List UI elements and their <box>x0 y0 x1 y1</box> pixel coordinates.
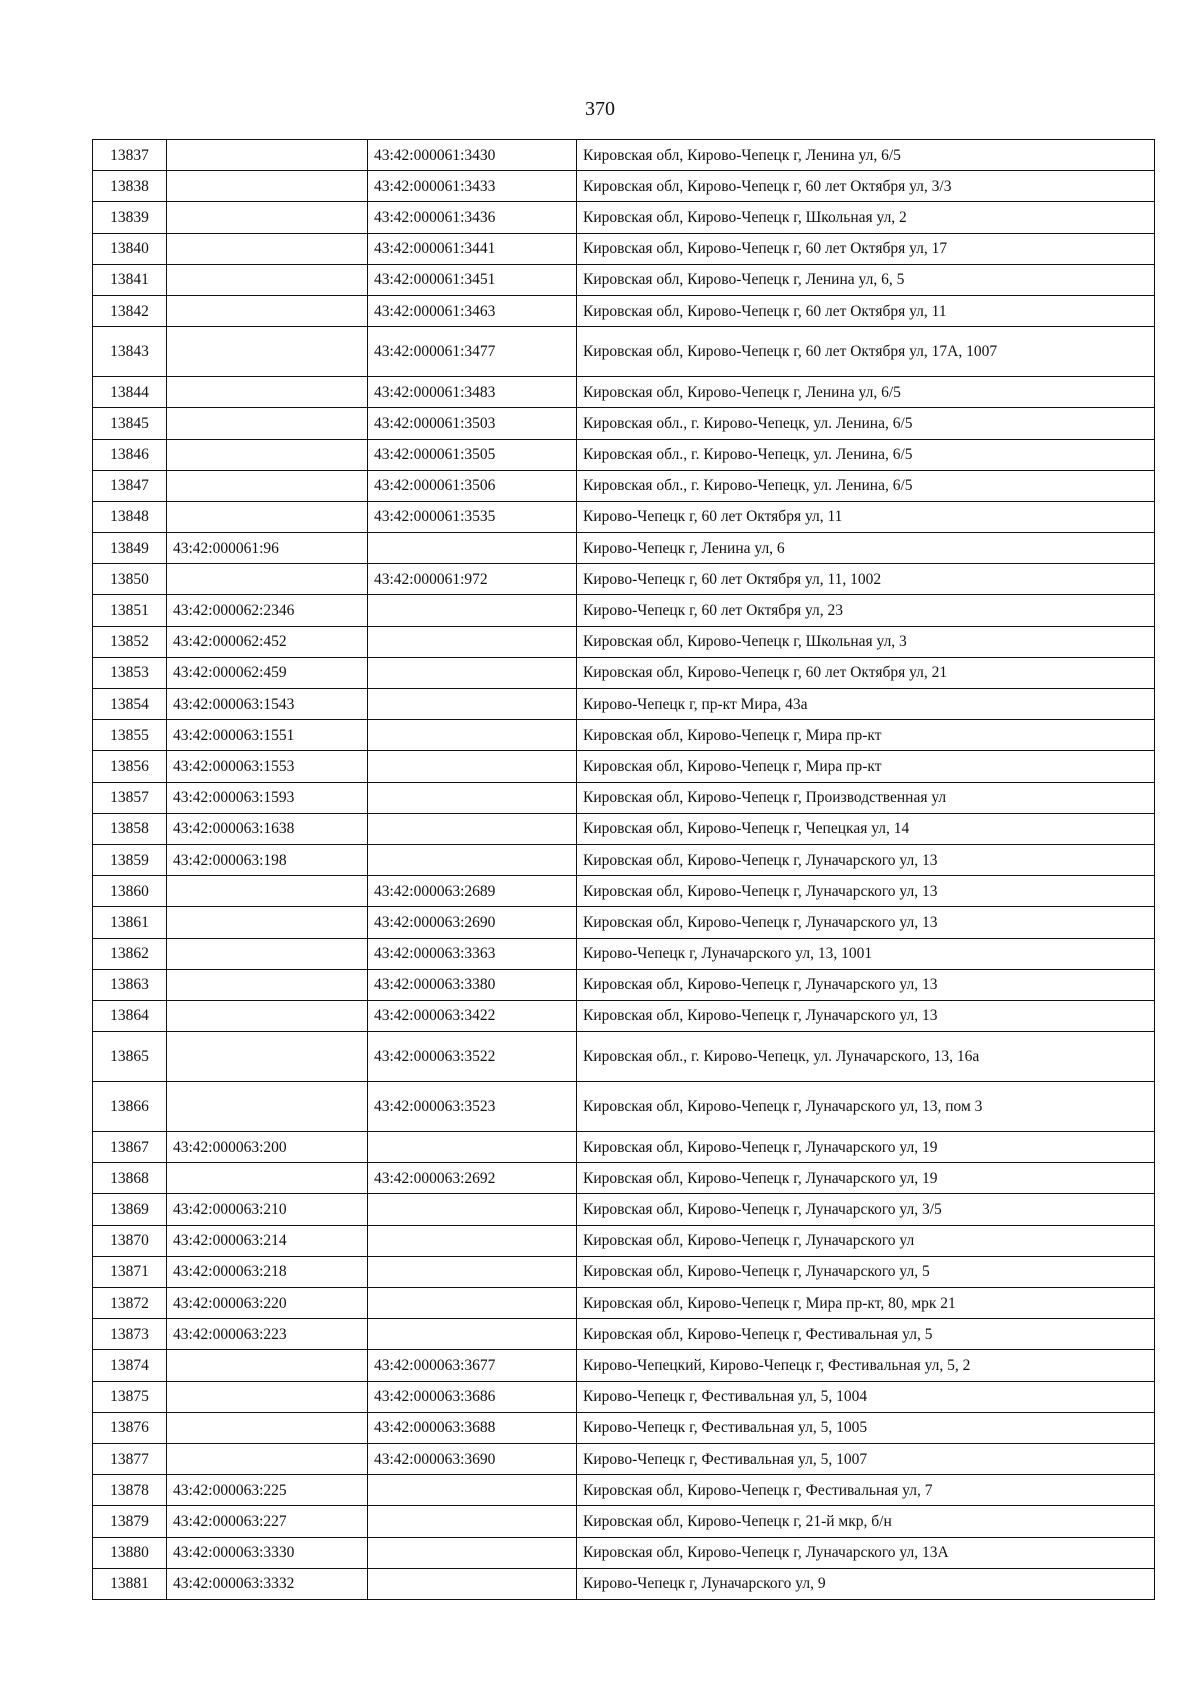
row-number-cell: 13857 <box>93 782 167 813</box>
building-cadastral-number-cell: 43:42:000061:3506 <box>368 470 577 501</box>
row-number-cell: 13875 <box>93 1381 167 1412</box>
address-cell: Кировская обл, Кирово-Чепецк г, Луначарского ул, 13 <box>577 1000 1155 1031</box>
address-cell: Кировская обл, Кирово-Чепецк г, Школьная ул, 3 <box>577 626 1155 657</box>
cadastral-number-cell <box>167 295 368 326</box>
address-cell: Кировская обл, Кирово-Чепецк г, Школьная ул, 2 <box>577 202 1155 233</box>
address-cell: Кировская обл, Кирово-Чепецк г, Ленина ул, 6, 5 <box>577 264 1155 295</box>
building-cadastral-number-cell <box>368 689 577 720</box>
cadastral-number-cell: 43:42:000063:227 <box>167 1506 368 1537</box>
row-number-cell: 13851 <box>93 595 167 626</box>
row-number-cell: 13870 <box>93 1225 167 1256</box>
address-cell: Кировская обл, Кирово-Чепецк г, Ленина ул, 6/5 <box>577 140 1155 171</box>
building-cadastral-number-cell: 43:42:000063:3422 <box>368 1000 577 1031</box>
row-number-cell: 13847 <box>93 470 167 501</box>
building-cadastral-number-cell <box>368 782 577 813</box>
row-number-cell: 13838 <box>93 171 167 202</box>
cadastral-number-cell <box>167 1082 368 1132</box>
building-cadastral-number-cell <box>368 1506 577 1537</box>
row-number-cell: 13845 <box>93 408 167 439</box>
cadastral-number-cell <box>167 470 368 501</box>
table-row <box>93 720 1155 751</box>
table-row <box>93 171 1155 202</box>
row-number-cell: 13850 <box>93 564 167 595</box>
table-row <box>93 969 1155 1000</box>
row-number-cell: 13876 <box>93 1412 167 1443</box>
row-number-cell: 13866 <box>93 1082 167 1132</box>
row-number-cell: 13841 <box>93 264 167 295</box>
address-cell: Кирово-Чепецк г, 60 лет Октября ул, 23 <box>577 595 1155 626</box>
cadastral-number-cell <box>167 501 368 532</box>
table-row <box>93 876 1155 907</box>
table-row <box>93 295 1155 326</box>
building-cadastral-number-cell <box>368 844 577 875</box>
building-cadastral-number-cell: 43:42:000061:3477 <box>368 327 577 377</box>
cadastral-number-cell: 43:42:000063:1543 <box>167 689 368 720</box>
building-cadastral-number-cell <box>368 1568 577 1599</box>
page-number: 370 <box>585 98 615 120</box>
address-cell: Кирово-Чепецкий, Кирово-Чепецк г, Фестивальная ул, 5, 2 <box>577 1350 1155 1381</box>
building-cadastral-number-cell <box>368 751 577 782</box>
building-cadastral-number-cell: 43:42:000061:3535 <box>368 501 577 532</box>
building-cadastral-number-cell: 43:42:000061:3505 <box>368 439 577 470</box>
row-number-cell: 13852 <box>93 626 167 657</box>
table-row <box>93 751 1155 782</box>
table-row <box>93 1350 1155 1381</box>
cadastral-number-cell: 43:42:000061:96 <box>167 533 368 564</box>
cadastral-number-cell: 43:42:000063:225 <box>167 1475 368 1506</box>
row-number-cell: 13861 <box>93 907 167 938</box>
table-row <box>93 1256 1155 1287</box>
building-cadastral-number-cell: 43:42:000063:3690 <box>368 1443 577 1474</box>
cadastral-number-cell <box>167 202 368 233</box>
row-number-cell: 13859 <box>93 844 167 875</box>
cadastral-number-cell: 43:42:000063:3330 <box>167 1537 368 1568</box>
building-cadastral-number-cell: 43:42:000063:3522 <box>368 1032 577 1082</box>
address-cell: Кировская обл, Кирово-Чепецк г, Луначарского ул, 13 <box>577 876 1155 907</box>
cadastral-number-cell <box>167 408 368 439</box>
building-cadastral-number-cell: 43:42:000061:3430 <box>368 140 577 171</box>
row-number-cell: 13874 <box>93 1350 167 1381</box>
address-cell: Кировская обл, Кирово-Чепецк г, Чепецкая ул, 14 <box>577 813 1155 844</box>
cadastral-number-cell <box>167 1000 368 1031</box>
building-cadastral-number-cell <box>368 1537 577 1568</box>
table-row <box>93 1475 1155 1506</box>
row-number-cell: 13869 <box>93 1194 167 1225</box>
cadastral-number-cell <box>167 564 368 595</box>
building-cadastral-number-cell: 43:42:000063:3380 <box>368 969 577 1000</box>
row-number-cell: 13879 <box>93 1506 167 1537</box>
address-cell: Кировская обл., г. Кирово-Чепецк, ул. Ленина, 6/5 <box>577 408 1155 439</box>
table-row <box>93 501 1155 532</box>
cadastral-number-cell <box>167 1443 368 1474</box>
table-row <box>93 1194 1155 1225</box>
building-cadastral-number-cell: 43:42:000063:3688 <box>368 1412 577 1443</box>
cadastral-number-cell <box>167 439 368 470</box>
building-cadastral-number-cell <box>368 1288 577 1319</box>
table-row <box>93 626 1155 657</box>
address-cell: Кировская обл, Кирово-Чепецк г, Мира пр-кт, 80, мрк 21 <box>577 1288 1155 1319</box>
table-row <box>93 1506 1155 1537</box>
address-cell: Кировская обл, Кирово-Чепецк г, Луначарского ул, 3/5 <box>577 1194 1155 1225</box>
cadastral-number-cell <box>167 233 368 264</box>
address-cell: Кирово-Чепецк г, пр-кт Мира, 43а <box>577 689 1155 720</box>
address-cell: Кировская обл, Кирово-Чепецк г, Мира пр-кт <box>577 720 1155 751</box>
cadastral-number-cell: 43:42:000063:220 <box>167 1288 368 1319</box>
building-cadastral-number-cell <box>368 813 577 844</box>
address-cell: Кирово-Чепецк г, Фестивальная ул, 5, 1007 <box>577 1443 1155 1474</box>
address-cell: Кировская обл, Кирово-Чепецк г, Фестивальная ул, 7 <box>577 1475 1155 1506</box>
address-cell: Кировская обл, Кирово-Чепецк г, 60 лет Октября ул, 17 <box>577 233 1155 264</box>
table-row <box>93 264 1155 295</box>
cadastral-number-cell: 43:42:000063:198 <box>167 844 368 875</box>
row-number-cell: 13868 <box>93 1163 167 1194</box>
table-row <box>93 782 1155 813</box>
row-number-cell: 13862 <box>93 938 167 969</box>
address-cell: Кировская обл, Кирово-Чепецк г, 60 лет Октября ул, 11 <box>577 295 1155 326</box>
building-cadastral-number-cell: 43:42:000063:3686 <box>368 1381 577 1412</box>
building-cadastral-number-cell: 43:42:000063:3677 <box>368 1350 577 1381</box>
building-cadastral-number-cell: 43:42:000061:3441 <box>368 233 577 264</box>
table-row <box>93 564 1155 595</box>
table-row <box>93 657 1155 688</box>
cadastral-number-cell: 43:42:000062:2346 <box>167 595 368 626</box>
table-row <box>93 1288 1155 1319</box>
cadastral-number-cell: 43:42:000063:1638 <box>167 813 368 844</box>
address-cell: Кировская обл, Кирово-Чепецк г, Ленина ул, 6/5 <box>577 377 1155 408</box>
address-cell: Кировская обл, Кирово-Чепецк г, Производственная ул <box>577 782 1155 813</box>
table-row <box>93 1000 1155 1031</box>
address-cell: Кирово-Чепецк г, Луначарского ул, 13, 1001 <box>577 938 1155 969</box>
row-number-cell: 13863 <box>93 969 167 1000</box>
address-cell: Кировская обл, Кирово-Чепецк г, 60 лет Октября ул, 21 <box>577 657 1155 688</box>
building-cadastral-number-cell <box>368 626 577 657</box>
building-cadastral-number-cell: 43:42:000061:3463 <box>368 295 577 326</box>
building-cadastral-number-cell: 43:42:000061:3433 <box>368 171 577 202</box>
row-number-cell: 13846 <box>93 439 167 470</box>
cadastral-number-cell <box>167 938 368 969</box>
building-cadastral-number-cell <box>368 595 577 626</box>
address-cell: Кировская обл, Кирово-Чепецк г, Луначарского ул, 13 <box>577 844 1155 875</box>
cadastral-number-cell <box>167 171 368 202</box>
address-cell: Кировская обл, Кирово-Чепецк г, Луначарского ул, 13А <box>577 1537 1155 1568</box>
building-cadastral-number-cell <box>368 720 577 751</box>
row-number-cell: 13842 <box>93 295 167 326</box>
address-cell: Кировская обл, Кирово-Чепецк г, Луначарского ул, 13 <box>577 969 1155 1000</box>
cadastral-number-cell <box>167 377 368 408</box>
building-cadastral-number-cell: 43:42:000061:3451 <box>368 264 577 295</box>
building-cadastral-number-cell: 43:42:000063:3523 <box>368 1082 577 1132</box>
building-cadastral-number-cell <box>368 1225 577 1256</box>
registry-table <box>92 139 1155 1600</box>
row-number-cell: 13860 <box>93 876 167 907</box>
building-cadastral-number-cell: 43:42:000061:972 <box>368 564 577 595</box>
row-number-cell: 13848 <box>93 501 167 532</box>
table-row <box>93 1443 1155 1474</box>
table-row <box>93 595 1155 626</box>
cadastral-number-cell: 43:42:000063:3332 <box>167 1568 368 1599</box>
cadastral-number-cell <box>167 876 368 907</box>
table-row <box>93 1082 1155 1132</box>
row-number-cell: 13871 <box>93 1256 167 1287</box>
address-cell: Кирово-Чепецк г, Фестивальная ул, 5, 1005 <box>577 1412 1155 1443</box>
address-cell: Кировская обл, Кирово-Чепецк г, 60 лет Октября ул, 17А, 1007 <box>577 327 1155 377</box>
cadastral-number-cell: 43:42:000062:459 <box>167 657 368 688</box>
building-cadastral-number-cell: 43:42:000063:3363 <box>368 938 577 969</box>
row-number-cell: 13872 <box>93 1288 167 1319</box>
building-cadastral-number-cell <box>368 533 577 564</box>
address-cell: Кировская обл, Кирово-Чепецк г, 60 лет Октября ул, 3/3 <box>577 171 1155 202</box>
address-cell: Кировская обл, Кирово-Чепецк г, 21-й мкр, б/н <box>577 1506 1155 1537</box>
table-row <box>93 377 1155 408</box>
row-number-cell: 13839 <box>93 202 167 233</box>
cadastral-number-cell <box>167 969 368 1000</box>
address-cell: Кировская обл, Кирово-Чепецк г, Луначарского ул, 19 <box>577 1132 1155 1163</box>
address-cell: Кировская обл., г. Кирово-Чепецк, ул. Ленина, 6/5 <box>577 439 1155 470</box>
cadastral-number-cell: 43:42:000063:214 <box>167 1225 368 1256</box>
table-row <box>93 1319 1155 1350</box>
cadastral-number-cell: 43:42:000063:1553 <box>167 751 368 782</box>
building-cadastral-number-cell <box>368 1475 577 1506</box>
table-row <box>93 408 1155 439</box>
row-number-cell: 13877 <box>93 1443 167 1474</box>
table-row <box>93 1132 1155 1163</box>
building-cadastral-number-cell: 43:42:000061:3483 <box>368 377 577 408</box>
table-row <box>93 938 1155 969</box>
row-number-cell: 13858 <box>93 813 167 844</box>
table-row <box>93 907 1155 938</box>
row-number-cell: 13881 <box>93 1568 167 1599</box>
row-number-cell: 13844 <box>93 377 167 408</box>
cadastral-number-cell <box>167 907 368 938</box>
table-row <box>93 844 1155 875</box>
address-cell: Кирово-Чепецк г, 60 лет Октября ул, 11, 1002 <box>577 564 1155 595</box>
cadastral-number-cell <box>167 140 368 171</box>
row-number-cell: 13867 <box>93 1132 167 1163</box>
row-number-cell: 13849 <box>93 533 167 564</box>
row-number-cell: 13853 <box>93 657 167 688</box>
cadastral-number-cell <box>167 1032 368 1082</box>
row-number-cell: 13856 <box>93 751 167 782</box>
cadastral-number-cell <box>167 264 368 295</box>
table-row <box>93 1537 1155 1568</box>
table-row <box>93 1032 1155 1082</box>
row-number-cell: 13837 <box>93 140 167 171</box>
address-cell: Кировская обл., г. Кирово-Чепецк, ул. Ленина, 6/5 <box>577 470 1155 501</box>
address-cell: Кировская обл, Кирово-Чепецк г, Луначарского ул, 13 <box>577 907 1155 938</box>
table-row <box>93 813 1155 844</box>
row-number-cell: 13854 <box>93 689 167 720</box>
table-row <box>93 1163 1155 1194</box>
cadastral-number-cell: 43:42:000063:1551 <box>167 720 368 751</box>
building-cadastral-number-cell <box>368 1194 577 1225</box>
row-number-cell: 13880 <box>93 1537 167 1568</box>
row-number-cell: 13865 <box>93 1032 167 1082</box>
row-number-cell: 13878 <box>93 1475 167 1506</box>
address-cell: Кировская обл, Кирово-Чепецк г, Луначарского ул, 13, пом 3 <box>577 1082 1155 1132</box>
cadastral-number-cell <box>167 1350 368 1381</box>
table-row <box>93 140 1155 171</box>
row-number-cell: 13855 <box>93 720 167 751</box>
cadastral-number-cell: 43:42:000063:1593 <box>167 782 368 813</box>
cadastral-number-cell <box>167 327 368 377</box>
building-cadastral-number-cell: 43:42:000063:2692 <box>368 1163 577 1194</box>
building-cadastral-number-cell: 43:42:000061:3503 <box>368 408 577 439</box>
address-cell: Кировская обл, Кирово-Чепецк г, Фестивальная ул, 5 <box>577 1319 1155 1350</box>
building-cadastral-number-cell: 43:42:000063:2690 <box>368 907 577 938</box>
table-row <box>93 327 1155 377</box>
table-row <box>93 470 1155 501</box>
address-cell: Кировская обл, Кирово-Чепецк г, Луначарского ул, 19 <box>577 1163 1155 1194</box>
table-row <box>93 1412 1155 1443</box>
cadastral-number-cell <box>167 1163 368 1194</box>
table-row <box>93 439 1155 470</box>
building-cadastral-number-cell <box>368 657 577 688</box>
address-cell: Кирово-Чепецк г, 60 лет Октября ул, 11 <box>577 501 1155 532</box>
building-cadastral-number-cell: 43:42:000063:2689 <box>368 876 577 907</box>
table-row <box>93 233 1155 264</box>
cadastral-number-cell <box>167 1381 368 1412</box>
address-cell: Кировская обл., г. Кирово-Чепецк, ул. Луначарского, 13, 16а <box>577 1032 1155 1082</box>
cadastral-number-cell: 43:42:000062:452 <box>167 626 368 657</box>
row-number-cell: 13840 <box>93 233 167 264</box>
address-cell: Кировская обл, Кирово-Чепецк г, Луначарского ул, 5 <box>577 1256 1155 1287</box>
building-cadastral-number-cell: 43:42:000061:3436 <box>368 202 577 233</box>
row-number-cell: 13864 <box>93 1000 167 1031</box>
table-row <box>93 1381 1155 1412</box>
table-row <box>93 1568 1155 1599</box>
cadastral-number-cell: 43:42:000063:223 <box>167 1319 368 1350</box>
address-cell: Кирово-Чепецк г, Луначарского ул, 9 <box>577 1568 1155 1599</box>
table-row <box>93 533 1155 564</box>
building-cadastral-number-cell <box>368 1132 577 1163</box>
table-row <box>93 202 1155 233</box>
address-cell: Кировская обл, Кирово-Чепецк г, Луначарского ул <box>577 1225 1155 1256</box>
registry-table-body <box>93 140 1155 1600</box>
table-row <box>93 1225 1155 1256</box>
address-cell: Кирово-Чепецк г, Ленина ул, 6 <box>577 533 1155 564</box>
building-cadastral-number-cell <box>368 1319 577 1350</box>
row-number-cell: 13873 <box>93 1319 167 1350</box>
table-row <box>93 689 1155 720</box>
cadastral-number-cell: 43:42:000063:200 <box>167 1132 368 1163</box>
address-cell: Кировская обл, Кирово-Чепецк г, Мира пр-кт <box>577 751 1155 782</box>
cadastral-number-cell <box>167 1412 368 1443</box>
building-cadastral-number-cell <box>368 1256 577 1287</box>
row-number-cell: 13843 <box>93 327 167 377</box>
cadastral-number-cell: 43:42:000063:218 <box>167 1256 368 1287</box>
cadastral-number-cell: 43:42:000063:210 <box>167 1194 368 1225</box>
address-cell: Кирово-Чепецк г, Фестивальная ул, 5, 1004 <box>577 1381 1155 1412</box>
